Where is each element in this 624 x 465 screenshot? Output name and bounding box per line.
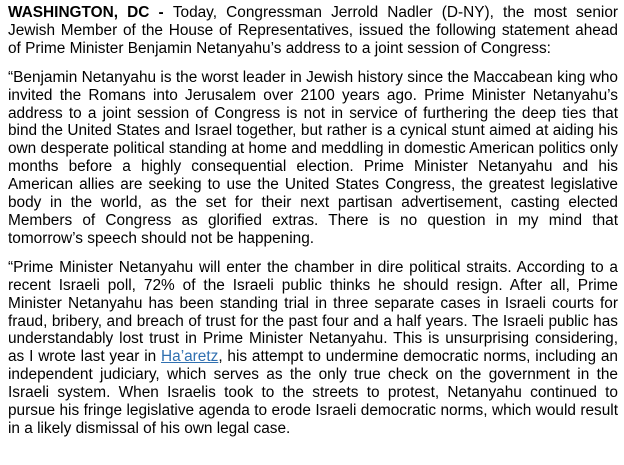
haaretz-link[interactable]: Ha’aretz — [161, 348, 219, 366]
intro-text: Today, Congressman Jerrold Nadler (D-NY), the most senior Jewish Member of the House of Representatives, issued the following statement ahead of Prime Minister Benjamin Netanyahu’s address to a joint session of Congress: — [8, 4, 619, 57]
dateline: WASHINGTON, DC - — [8, 4, 173, 21]
paragraph-2-text-after-link: , his attempt to undermine democratic norms, including an independent judiciary, which serves as the only true check on the government in the Israeli system. When Israelis took to the streets to protest, Netanyahu continued to pursue his fringe legislative agenda to erode Israeli democratic norms, which would result in a likely dismissal of his own legal case. — [8, 348, 618, 437]
statement-paragraph-2 — [8, 259, 618, 438]
paragraph-2-text-before-link: “Prime Minister Netanyahu will enter the chamber in dire political straits. According to a recent Israeli poll, 72% of the Israeli public thinks he should resign. After all, Prime Minister Netanyahu has been standing trial in three separate cases in Israeli courts for fraud, bribery, and breach of trust for the past four and a half years. The Israeli public has understandably lost trust in Prime Minister Netanyahu. This is unsurprising considering, as I wrote last year in — [8, 258, 618, 366]
intro-paragraph — [8, 4, 618, 58]
statement-paragraph-1: “Benjamin Netanyahu is the worst leader in Jewish history since the Maccabean king who invited the Romans into Jerusalem over 2100 years ago. Prime Minister Netanyahu’s address to a joint session of Congress is not in service of furthering the deep ties that bind the United States and Israel together, but rather is a cynical stunt aimed at aiding his own desperate political standing at home and meddling in domestic American politics only months before a highly consequential election. Prime Minister Netanyahu and his American allies are seeking to use the United States Congress, the greatest legislative body in the world, as the set for their next partisan advertisement, casting elected Members of Congress as glorified extras. There is no question in my mind that tomorrow’s speech should not be happening. — [8, 68, 618, 247]
